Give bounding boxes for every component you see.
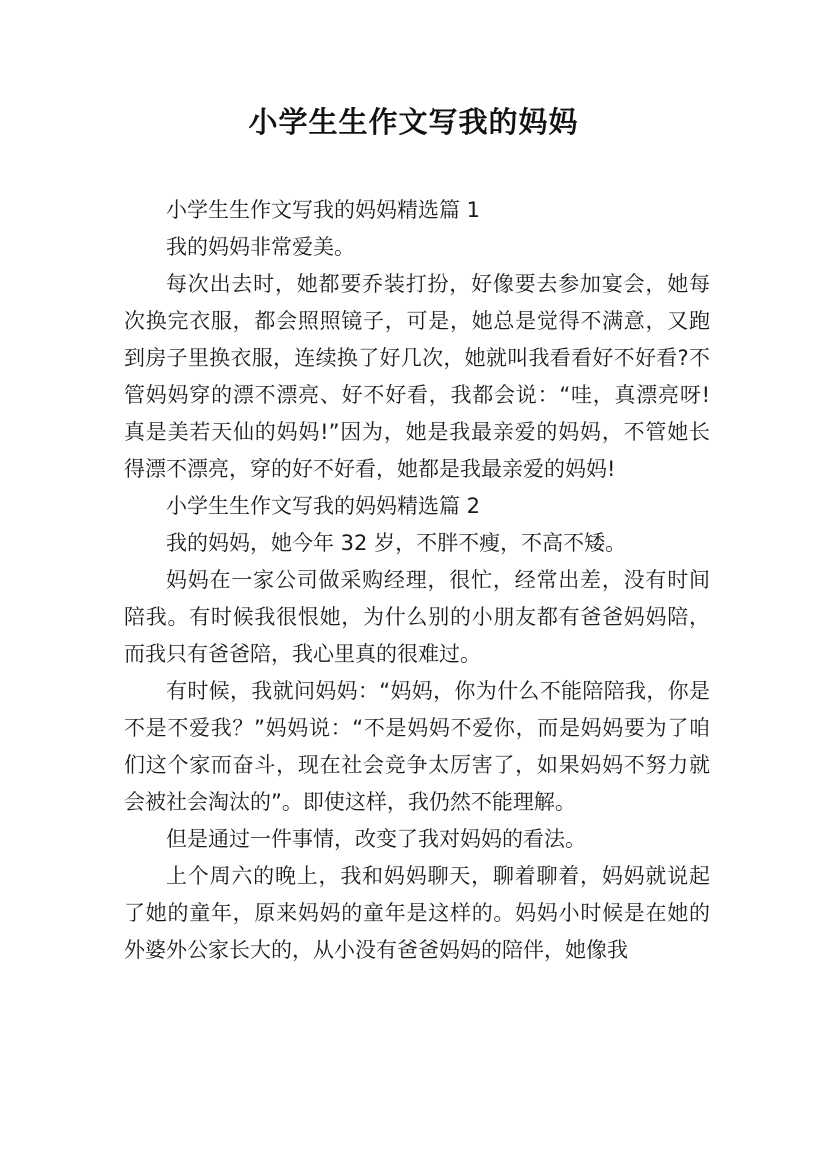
paragraph: 每次出去时，她都要乔装打扮，好像要去参加宴会，她每次换完衣服，都会照照镜子，可是，她总是觉得不满意，又跑到房子里换衣服，连续换了好几次，她就叫我看看好不好看?不管妈妈穿的漂不漂亮、好不好看，我都会说：“哇，真漂亮呀!真是美若天仙的妈妈!”因为，她是我最亲爱的妈妈，不管她长得漂不漂亮，穿的好不好看，她都是我最亲爱的妈妈!: [124, 272, 710, 481]
section-heading-2: 小学生生作文写我的妈妈精选篇 2: [166, 494, 481, 518]
paragraph: 我的妈妈非常爱美。: [166, 235, 355, 259]
paragraph: 妈妈在一家公司做采购经理，很忙，经常出差，没有时间陪我。有时候我很恨她，为什么别的小朋友都有爸爸妈妈陪，而我只有爸爸陪，我心里真的很难过。: [124, 568, 710, 666]
document-title: 小学生生作文写我的妈妈: [248, 105, 579, 139]
paragraph: 我的妈妈，她今年 32 岁，不胖不瘦，不高不矮。: [166, 531, 627, 555]
paragraph: 有时候，我就问妈妈：“妈妈，你为什么不能陪陪我，你是不是不爱我？”妈妈说：“不是妈妈不爱你，而是妈妈要为了咱们这个家而奋斗，现在社会竞争太厉害了，如果妈妈不努力就会被社会淘汰的”。即使这样，我仍然不能理解。: [124, 679, 710, 814]
paragraph: 但是通过一件事情，改变了我对妈妈的看法。: [166, 827, 586, 851]
document-body: [124, 192, 710, 969]
section-heading-1: 小学生生作文写我的妈妈精选篇 1: [166, 198, 481, 222]
paragraph: 上个周六的晚上，我和妈妈聊天，聊着聊着，妈妈就说起了她的童年，原来妈妈的童年是这样的。妈妈小时候是在她的外婆外公家长大的，从小没有爸爸妈妈的陪伴，她像我: [124, 864, 710, 962]
